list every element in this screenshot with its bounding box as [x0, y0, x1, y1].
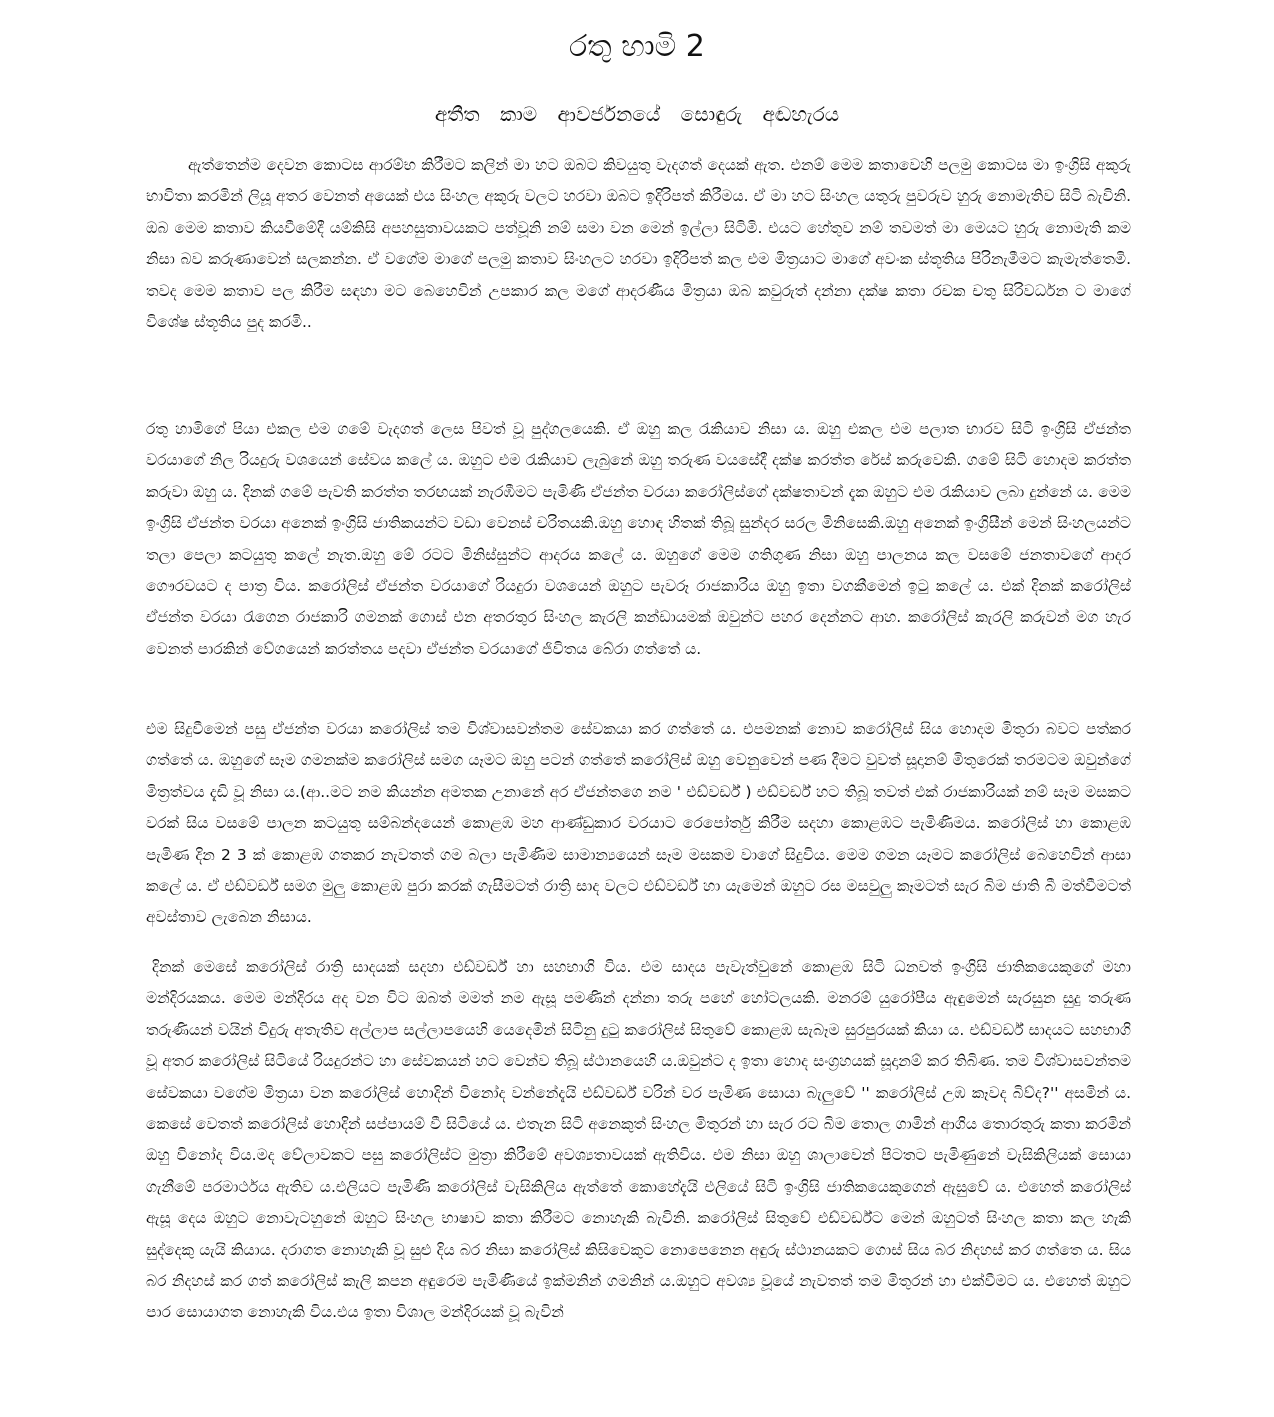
page-title: රතු හාමි 2: [569, 29, 705, 64]
paragraph-1: ඇත්තෙන්ම දෙවන කොටස ආරම්භ කිරීමට කලින් මා හට ඔබට කිවයුතු වැදගත් දෙයක් ඇත. එනම් මෙම කතාවෙහි පලමු කොටස මා ඉංග්‍රිසි අකුරු භාවිතා කරමින් ලියූ අතර වෙනත් අයෙක් එය සිංහල අකුරු වලට හරවා ඔබට ඉදිරිපත් කිරීමය. ඒ මා හට සිංහල යතුරු පුවරුව හුරු නොමැතිව සිටි බැවිනි. ඔබ මෙම කතාව කියවීමේදී යම්කිසි අපහසුතාවයකට පත්වූනි නම් සමා වන මෙන් ඉල්ලා සිටිමි. එයට හේතුව නම් තවමත් මා මෙයට හුරු නොමැති කම නිසා බව කරුණාවෙන් සලකන්න. ඒ වගේම මාගේ පලමු කතාව සිංහලට හරවා ඉදිරිපත් කල එම මිත්‍රයාට මාගේ අවංක ස්තූතිය පිරිනැමීමට කැමැත්තෙමි. තවද මෙම කතාව පල කිරීම සඳහා මට බෙහෙවින් උපකාර කල මගේ ආදරණීය මිත්‍රයා ඔබ කවුරුත් දන්නා දක්ෂ කතා රචක චතු සිරිවර්ධන ට මාගේ විශේෂ ස්තූතිය පුද කරමි..: [146, 156, 1131, 332]
paragraph-4: දිනක් මෙසේ කරෝලිස් රාත්‍රි සාදයක් සදහා එඩ්වර්ඩ් හා සහභාගි විය. එම සාදය පැවැත්වුනේ කොළඹ සිටි ධනවත් ඉංග්‍රිසි ජාතිකයෙකුගේ මහා මන්දිරයකය. මෙම මන්දිරය අද වන විට ඔබත් මමත් නම ඇසූ පමණින් දන්නා තරු පහේ හෝටලයකි. මනරම් යුරෝපීය ඇඳුමෙන් සැරසුන සුදු තරුණ තරුණියන් වයින් විදුරු අතැතිව අල්ලාප සල්ලාපයෙහි යෙදෙමින් සිටිනු දුටු කරෝලිස් සිතුවේ කොළඹ සැබෑම සුරපුරයක් කියා ය. එඩ්වර්ඩ් සාදයට සහභාගි වූ අතර කරෝලිස් සිටියේ රියදුරන්ට හා සේවකයන් හට වෙන්ව තිබූ ස්ථානයෙහි ය.ඔවුන්ට ද ඉතා හොද සංග්‍රහයක් සූදානම් කර තිබිණ. තම විශ්වාසවන්තම සේවකයා වගේම මිත්‍රයා වන කරෝලිස් හොදින් විනෝද වන්නේදැයි එඩ්වර්ඩ් වරින් වර පැමිණ සොයා බැලුවේ '' කරෝලිස් උඹ කෑවද බිව්ද?'' අසමින් ය. කෙසේ වෙතත් කරෝලිස් හොදින් සප්පායම් වී සිටියේ ය. එතැන සිටි අනෙකුත් සිංහල මිතුරන් හා සැර රට බිම තොල ගාමින් ආගිය තොරතුරු කතා කරමින් ඔහු විනෝද විය.මද වේලාවකට පසු කරෝලිස්ට මුත්‍රා කිරීමේ අවශ්‍යතාවයක් ඇතිවිය. එම නිසා ඔහු ශාලාවෙන් පිටතට පැමිණුනේ වැසිකිලියක් සොයා ගැනීමේ පරමාර්ථය ඇතිව ය.එලියට පැමිණි කරෝලිස් වැසිකිලිය ඇත්තේ කොහේදැයි එලියේ සිටි ඉංග්‍රිසි ජාතිකයෙකුගෙන් ඇසුවේ ය. එහෙත් කරෝලිස් ඇසූ දෙය ඔහුට නොවැටහුනේ ඔහුට සිංහල භාෂාව කතා කිරීමට නොහැකි බැවිනි. කරෝලිස් සිතුවේ එඩ්වර්ඩ්ට මෙන් ඔහුටත් සිංහල කතා කල හැකි සුද්දෙකු යැයි කියාය. දරාගත නොහැකි වූ සුළු දිය බර නිසා කරෝලිස් කිසිවෙකුට නොපෙනෙන අඳුරු ස්ථානයකට ගොස් සිය බර නිදහස් කර ගත්තෙ ය. සිය බර නිදහස් කර ගත් කරෝලිස් කැලි කපන අඳුරෙම පැමිණියේ ඉක්මනින් ගමනින් ය.ඔහුට අවශ්‍ය වූයේ නැවතත් තම මිතුරන් හා එක්වීමට ය. එහෙත් ඔහුට පාර සොයාගත නොහැකි විය.එය ඉතා විශාල මන්දිරයක් වූ බැවින්: [146, 958, 1131, 1322]
paragraph-2: රතු හාමිගේ පියා එකල එම ගමේ වැදගත් ලෙස පිවත් වූ පුද්ගලයෙකි. ඒ ඔහු කල රැකියාව නිසා ය. ඔහු එකල එම පලාත භාරව සිටි ඉංග්‍රිසි ඒජන්ත වරයාගේ නිල රියදුරු වශයෙන් සේවය කලේ ය. ඔහුට එම රැකියාව ලැබුනේ ඔහු තරුණ වයසේදී දක්ෂ කරත්ත රේස් කරුවෙකි. ගමේ සිටි හොදම කරත්ත කරුවා ඔහු ය. දිනක් ගමේ පැවති කරත්ත තරඟයක් නැරඹීමට පැමිණි ඒජන්ත වරයා කරෝලිස්ගේ දක්ෂතාවන් දැක ඔහුට එම රැකියාව ලබා දුන්නේ ය. මෙම ඉංග්‍රිසි ඒජන්ත වරයා අනෙක් ඉංග්‍රිසි ජාතිකයන්ට වඩා වෙනස් චරිතයකි.ඔහු හොඳ හිතක් තිබූ සුන්දර සරල මිනිසෙකි.ඔහු අනෙක් ඉංග්‍රිසීන් මෙන් සිංහලයන්ට තලා පෙලා කටයුතු කලේ නැත.ඔහු මේ රටට මිනිස්සුන්ට ආදරය කලේ ය. ඔහුගේ මෙම ගතිගුණ නිසා ඔහු පාලනය කල වසමේ ජනතාවගේ ආදර ගෞරවයට ද පාත්‍ර විය. කරෝලිස් ඒජන්ත වරයාගේ රියදුරා වශයෙන් ඔහුට පැවරූ රාජකාරිය ඔහු ඉතා වගකීමෙන් ඉටු කලේ ය. එක් දිනක් කරෝලිස් ඒජන්ත වරයා රැගෙන රාජකාරි ගමනක් ගොස් එන අතරතුර සිංහල කැරලි කන්ඩායමක් ඔවුන්ට පහර දෙන්නට ආහ. කරෝලිස් කැරලි කරුවන් මග හැර වෙනත් පාරකින් වේගයෙන් කරත්තය පදවා ඒජන්ත වරයාගේ ජිවිතය බේරා ගත්තේ ය.: [146, 420, 1131, 658]
page-subtitle: අතීත කාම ආවර්ජනයේ සොඳුරු අඬහැරය: [434, 102, 840, 126]
paragraph-3: එම සිදුවීමෙන් පසු ඒජන්ත වරයා කරෝලිස් තම විශ්වාසවන්තම සේවකයා කර ගත්තේ ය. එපමනක් නොව කරෝලිස් සිය හොදම මිතුරා බවට පත්කර ගත්තේ ය. ඔහුගේ සෑම ගමනක්ම කරෝලිස් සමග යෑමට ඔහු පටන් ගත්තේ කරෝලිස් ඔහු වෙනුවෙන් පණ දීමට වුවත් සූදානම් මිතුරෙක් තරමටම ඔවුන්ගේ මිත්‍රත්වය දැඩි වූ නිසා ය.(ආ..මට නම කියන්න අමතක උනානේ අර ඒජන්තගෙ නම ' එඩ්වර්ඩ් ) එඩ්වර්ඩ් හට තිබූ තවත් එක් රාජකාරියක් නම් සෑම මසකට වරක් සිය වසමේ පාලන කටයුතු සම්බන්දයෙන් කොළඹ මහ ආණ්ඩුකාර වරයාට රෙපෝර්තු කිරීම සදහා කොළඹට පැමිණිමය. කරෝලිස් හා කොළඹ පැමිණ දින 2 3 ක් කොළඹ ගතකර නැවතත් ගම බලා පැමිණිම සාමාන්‍යයෙන් සෑම මසකම වාගේ සිදුවිය. මෙම ගමන යෑමට කරෝලිස් බෙහෙවින් ආසා කලේ ය. ඒ එඩ්වර්ඩ් සමග මුලු කොළඹ පුරා කරක් ගැසීමටත් රාත්‍රි සාද වලට එඩ්වර්ඩ් හා යැමෙන් ඔහුට රස මසවුලු කෑමටත් සැර බිම ජාති බී මත්වීමටත් අවස්තාව ලැබෙන නිසාය.: [146, 720, 1131, 927]
